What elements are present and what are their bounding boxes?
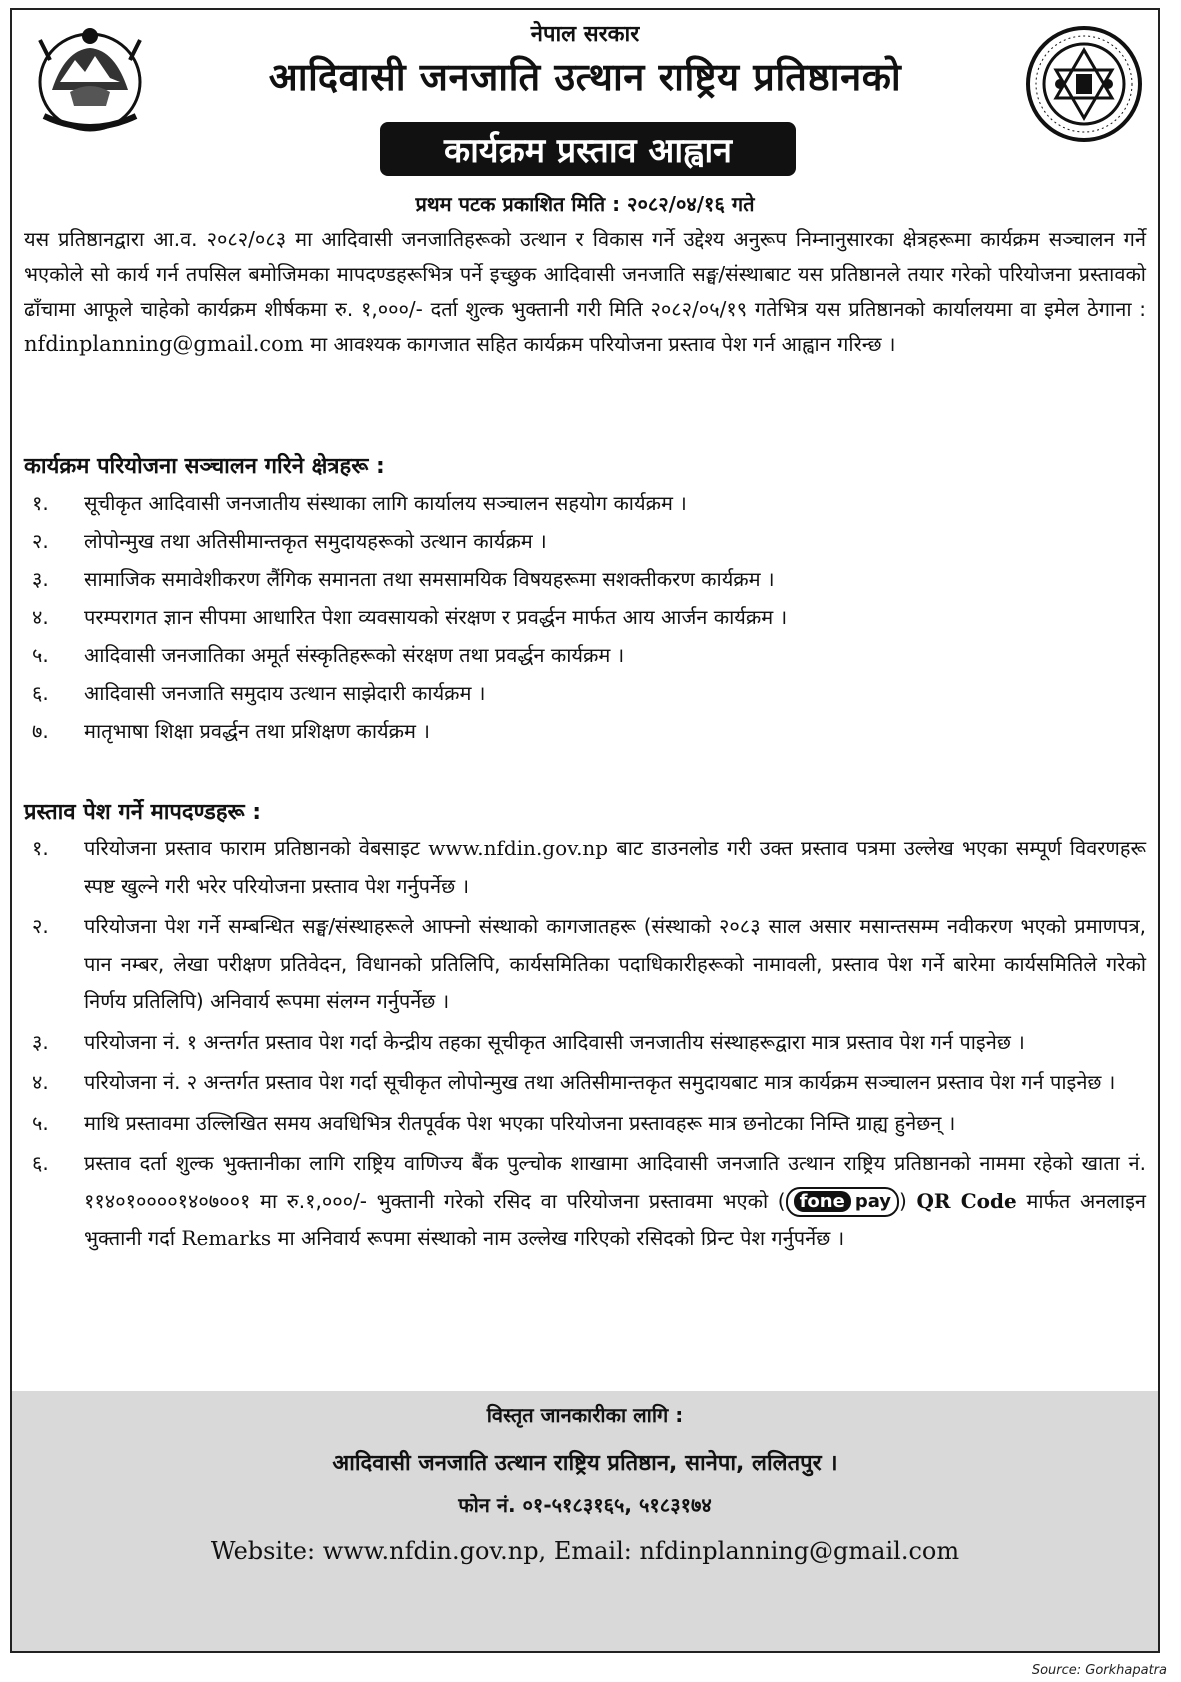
item-number: ४. xyxy=(32,1070,49,1094)
published-date: प्रथम पटक प्रकाशित मिति : २०८२/०४/१६ गते xyxy=(415,192,755,216)
office-address: आदिवासी जनजाति उत्थान राष्ट्रिय प्रतिष्ठान, सानेपा, ललितपुर । xyxy=(332,1451,838,1476)
item-text: मातृभाषा शिक्षा प्रवर्द्धन तथा प्रशिक्षण कार्यक्रम । xyxy=(84,719,430,743)
list-item xyxy=(24,560,1146,598)
item-number: ५. xyxy=(32,643,49,667)
item-number: ३. xyxy=(32,567,49,591)
item-number: १. xyxy=(32,491,49,515)
list-item xyxy=(24,636,1146,674)
list-item xyxy=(24,522,1146,560)
list-item xyxy=(24,712,1146,750)
item-number: १. xyxy=(32,836,49,860)
more-info-label: विस्तृत जानकारीका लागि : xyxy=(486,1403,684,1427)
areas-list xyxy=(24,484,1146,750)
website-link: www.nfdin.gov.np xyxy=(428,836,609,860)
list-item xyxy=(24,1145,1146,1258)
qr-code-label: QR Code xyxy=(916,1188,1017,1213)
item-number: ६. xyxy=(32,1151,49,1175)
fonepay-fone: fone xyxy=(794,1191,851,1212)
list-item xyxy=(24,674,1146,712)
item-text: परियोजना नं. २ अन्तर्गत प्रस्ताव पेश गर्दा सूचीकृत लोपोन्मुख तथा अतिसीमान्तकृत समुदायबाट मात्र कार्यक्रम सञ्चालन प्रस्ताव पेश गर्न पाइनेछ । xyxy=(84,1070,1116,1094)
remarks-label: Remarks xyxy=(181,1226,272,1250)
notice-frame xyxy=(10,8,1160,1653)
item-number: ५. xyxy=(32,1110,49,1135)
item-number: ६. xyxy=(32,681,49,705)
fonepay-pay: pay xyxy=(854,1191,892,1212)
paren-close: ) xyxy=(899,1188,907,1213)
phone-numbers: फोन नं. ०१-५१८३१६५, ५१८३१७४ xyxy=(458,1493,712,1517)
list-item xyxy=(24,830,1146,905)
website-email: Website: www.nfdin.gov.np, Email: nfdinplanning@gmail.com xyxy=(210,1537,960,1565)
intro-text-end: मा आवश्यक कागजात सहित कार्यक्रम परियोजना प्रस्ताव पेश गर्न आह्वान गरिन्छ । xyxy=(310,332,896,356)
item-text: माथि प्रस्तावमा उल्लिखित समय अवधिभित्र रीतपूर्वक पेश भएका परियोजना प्रस्तावहरू मात्र छनोटका निम्ति ग्राह्य हुनेछन् । xyxy=(84,1110,956,1135)
list-item xyxy=(24,1105,1146,1143)
item-number: ३. xyxy=(32,1029,49,1054)
list-item xyxy=(24,484,1146,522)
item-number: २. xyxy=(32,914,49,938)
government-name: नेपाल सरकार xyxy=(530,22,640,47)
item-text: सामाजिक समावेशीकरण लैंगिक समानता तथा समसामयिक विषयहरूमा सशक्तीकरण कार्यक्रम । xyxy=(84,567,775,591)
item-text-mid: मार्फत अनलाइन भुक्तानी गर्दा xyxy=(84,1188,1147,1250)
criteria-heading: प्रस्ताव पेश गर्ने मापदण्डहरू : xyxy=(24,800,262,825)
list-item xyxy=(24,1024,1146,1062)
item-number: २. xyxy=(32,529,49,553)
intro-paragraph xyxy=(24,222,1146,362)
item-number: ४. xyxy=(32,605,49,629)
list-item xyxy=(24,908,1146,1021)
item-text: परियोजना प्रस्ताव फाराम प्रतिष्ठानको वेबसाइट xyxy=(84,836,420,860)
nfdin-seal-icon xyxy=(1024,24,1144,144)
areas-heading: कार्यक्रम परियोजना सञ्चालन गरिने क्षेत्रहरू : xyxy=(24,454,385,479)
list-item xyxy=(24,598,1146,636)
intro-email: nfdinplanning@gmail.com xyxy=(24,332,304,356)
fonepay-logo xyxy=(786,1187,899,1217)
item-text: प्रस्ताव दर्ता शुल्क भुक्तानीका लागि राष्ट्रिय वाणिज्य बैंक पुल्चोक शाखामा आदिवासी जनजाति उत्थान राष्ट्रिय प्रतिष्ठानको नाममा रहेको खाता नं. ११४०१००००१४०७००१ मा रु.१,०००/- भुक्तानी गरेको रसिद वा परियोजना प्रस्तावमा भएको ( xyxy=(84,1151,1146,1213)
item-text: लोपोन्मुख तथा अतिसीमान्तकृत समुदायहरूको उत्थान कार्यक्रम । xyxy=(84,529,547,553)
item-text: सूचीकृत आदिवासी जनजातीय संस्थाका लागि कार्यालय सञ्चालन सहयोग कार्यक्रम । xyxy=(84,491,687,515)
call-for-proposals-banner: कार्यक्रम प्रस्ताव आह्वान xyxy=(380,122,796,176)
item-text: परियोजना नं. १ अन्तर्गत प्रस्ताव पेश गर्दा केन्द्रीय तहका सूचीकृत आदिवासी जनजातीय संस्थाहरूद्वारा मात्र प्रस्ताव पेश गर्न पाइनेछ । xyxy=(84,1029,1025,1054)
item-text: आदिवासी जनजाति समुदाय उत्थान साझेदारी कार्यक्रम । xyxy=(84,681,486,705)
organization-title: आदिवासी जनजाति उत्थान राष्ट्रिय प्रतिष्ठानको xyxy=(268,55,902,99)
item-text-end: मा अनिवार्य रूपमा संस्थाको नाम उल्लेख गरिएको रसिदको प्रिन्ट पेश गर्नुपर्नेछ । xyxy=(277,1226,845,1250)
item-text: परियोजना पेश गर्ने सम्बन्धित सङ्घ/संस्थाहरूले आफ्नो संस्थाको कागजातहरू (संस्थाको २०८३ साल असार मसान्तसम्म नवीकरण भएको प्रमाणपत्र, पान नम्बर, लेखा परीक्षण प्रतिवेदन, विधानको प्रतिलिपि, कार्यसमितिका पदाधिकारीहरूको नामावली, प्रस्ताव पेश गर्ने बारेमा कार्यसमितिले गरेको निर्णय प्रतिलिपि) अनिवार्य रूपमा संलग्न गर्नुपर्नेछ । xyxy=(84,914,1146,1013)
criteria-list xyxy=(24,830,1146,1261)
item-text: आदिवासी जनजातिका अमूर्त संस्कृतिहरूको संरक्षण तथा प्रवर्द्धन कार्यक्रम । xyxy=(84,643,625,667)
source-credit: Source: Gorkhapatra xyxy=(1031,1663,1167,1678)
item-number: ७. xyxy=(32,719,49,743)
list-item xyxy=(24,1064,1146,1102)
contact-footer xyxy=(12,1391,1158,1651)
item-text: परम्परागत ज्ञान सीपमा आधारित पेशा व्यवसायको संरक्षण र प्रवर्द्धन मार्फत आय आर्जन कार्यक्रम । xyxy=(84,605,788,629)
item-text-end: बाट डाउनलोड गरी उक्त प्रस्ताव पत्रमा उल्लेख भएका सम्पूर्ण विवरणहरू स्पष्ट खुल्ने गरी भरेर परियोजना प्रस्ताव पेश गर्नुपर्नेछ । xyxy=(84,836,1147,898)
intro-text: यस प्रतिष्ठानद्वारा आ.व. २०८२/०८३ मा आदिवासी जनजातिहरूको उत्थान र विकास गर्ने उद्देश्य अनुरूप निम्नानुसारका क्षेत्रहरूमा कार्यक्रम सञ्चालन गर्ने भएकोले सो कार्य गर्न तपसिल बमोजिमका मापदण्डहरूभित्र पर्ने इच्छुक आदिवासी जनजाति सङ्घ/संस्थाबाट यस प्रतिष्ठानले तयार गरेको परियोजना प्रस्तावको ढाँचामा आफूले चाहेको कार्यक्रम शीर्षकमा रु. १,०००/- दर्ता शुल्क भुक्तानी गरी मिति २०८२/०५/१९ गतेभित्र यस प्रतिष्ठानको कार्यालयमा वा इमेल ठेगाना : xyxy=(24,227,1146,321)
